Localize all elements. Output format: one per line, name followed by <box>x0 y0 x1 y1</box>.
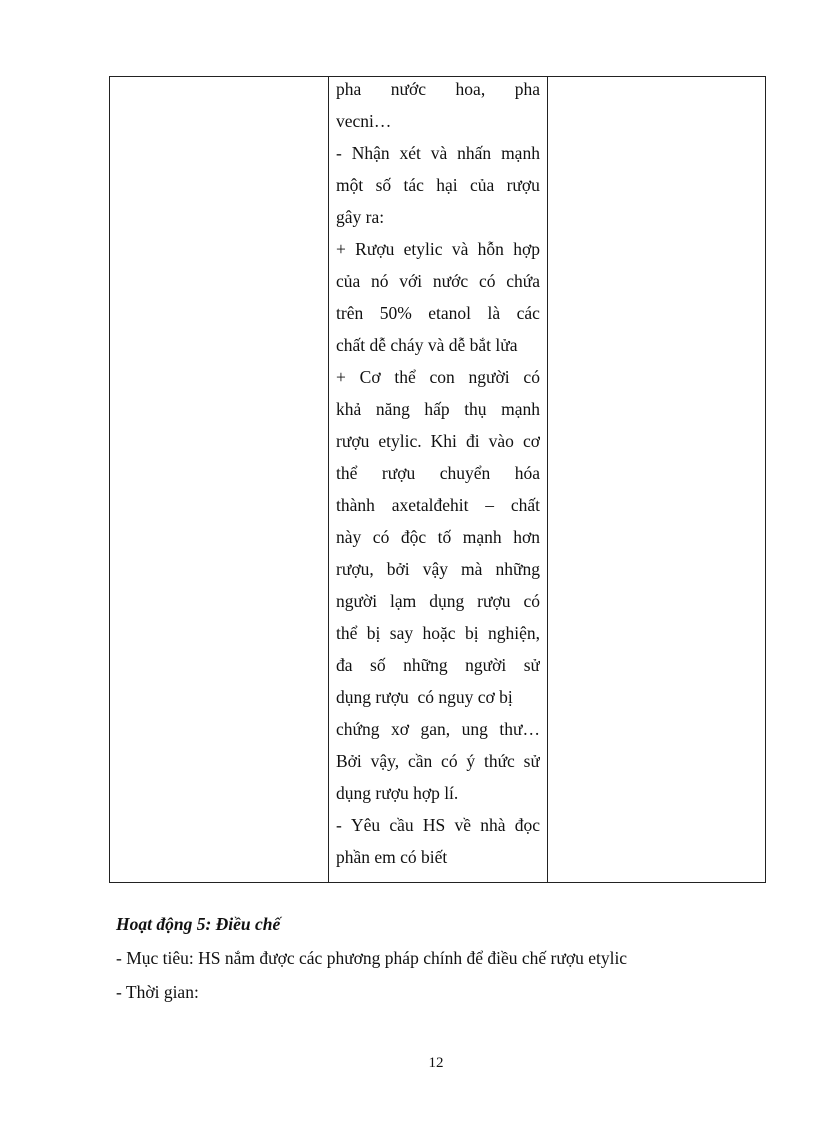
section-heading: Hoạt động 5: Điều chế <box>116 914 281 934</box>
cell-text-line: dụng rượu có nguy cơ bị <box>336 687 513 707</box>
teacher-activity-cell <box>336 77 540 877</box>
cell-text-line: người lạm dụng rượu có <box>336 591 540 611</box>
cell-text-line: - Yêu cầu HS về nhà đọc <box>336 815 540 835</box>
cell-text-line: chứng xơ gan, ung thư… <box>336 719 540 739</box>
cell-text-line: thành axetalđehit – chất <box>336 495 540 515</box>
column-divider-2 <box>547 77 548 882</box>
cell-text-line: của nó với nước có chứa <box>336 271 540 291</box>
cell-text-line: chất dễ cháy và dễ bắt lửa <box>336 335 518 355</box>
page-number: 12 <box>428 1055 444 1071</box>
cell-text-line: Bởi vậy, cần có ý thức sử <box>336 751 540 771</box>
activity-table <box>109 76 766 883</box>
cell-text-line: vecni… <box>336 111 392 131</box>
time-line: - Thời gian: <box>116 982 199 1002</box>
cell-text-line: thể rượu chuyển hóa <box>336 463 540 483</box>
cell-text-line: một số tác hại của rượu <box>336 175 540 195</box>
cell-text-line: + Rượu etylic và hỗn hợp <box>336 239 540 259</box>
cell-text-line: trên 50% etanol là các <box>336 303 540 323</box>
cell-text-line: đa số những người sử <box>336 655 540 675</box>
cell-text-line: gây ra: <box>336 207 385 227</box>
cell-text-line: này có độc tố mạnh hơn <box>336 527 540 547</box>
objective-line: - Mục tiêu: HS nắm được các phương pháp chính để điều chế rượu etylic <box>116 948 628 968</box>
cell-text-line: rượu etylic. Khi đi vào cơ <box>336 431 540 451</box>
cell-text-line: phần em có biết <box>336 847 448 867</box>
cell-text-line: khả năng hấp thụ mạnh <box>336 399 540 419</box>
cell-text-line: pha nước hoa, pha <box>336 79 540 99</box>
cell-text-line: dụng rượu hợp lí. <box>336 783 459 803</box>
cell-text-line: rượu, bởi vậy mà những <box>336 559 540 579</box>
column-divider-1 <box>328 77 329 882</box>
cell-text-line: - Nhận xét và nhấn mạnh <box>336 143 540 163</box>
cell-text-line: thể bị say hoặc bị nghiện, <box>336 623 540 643</box>
cell-text-line: + Cơ thể con người có <box>336 367 540 387</box>
